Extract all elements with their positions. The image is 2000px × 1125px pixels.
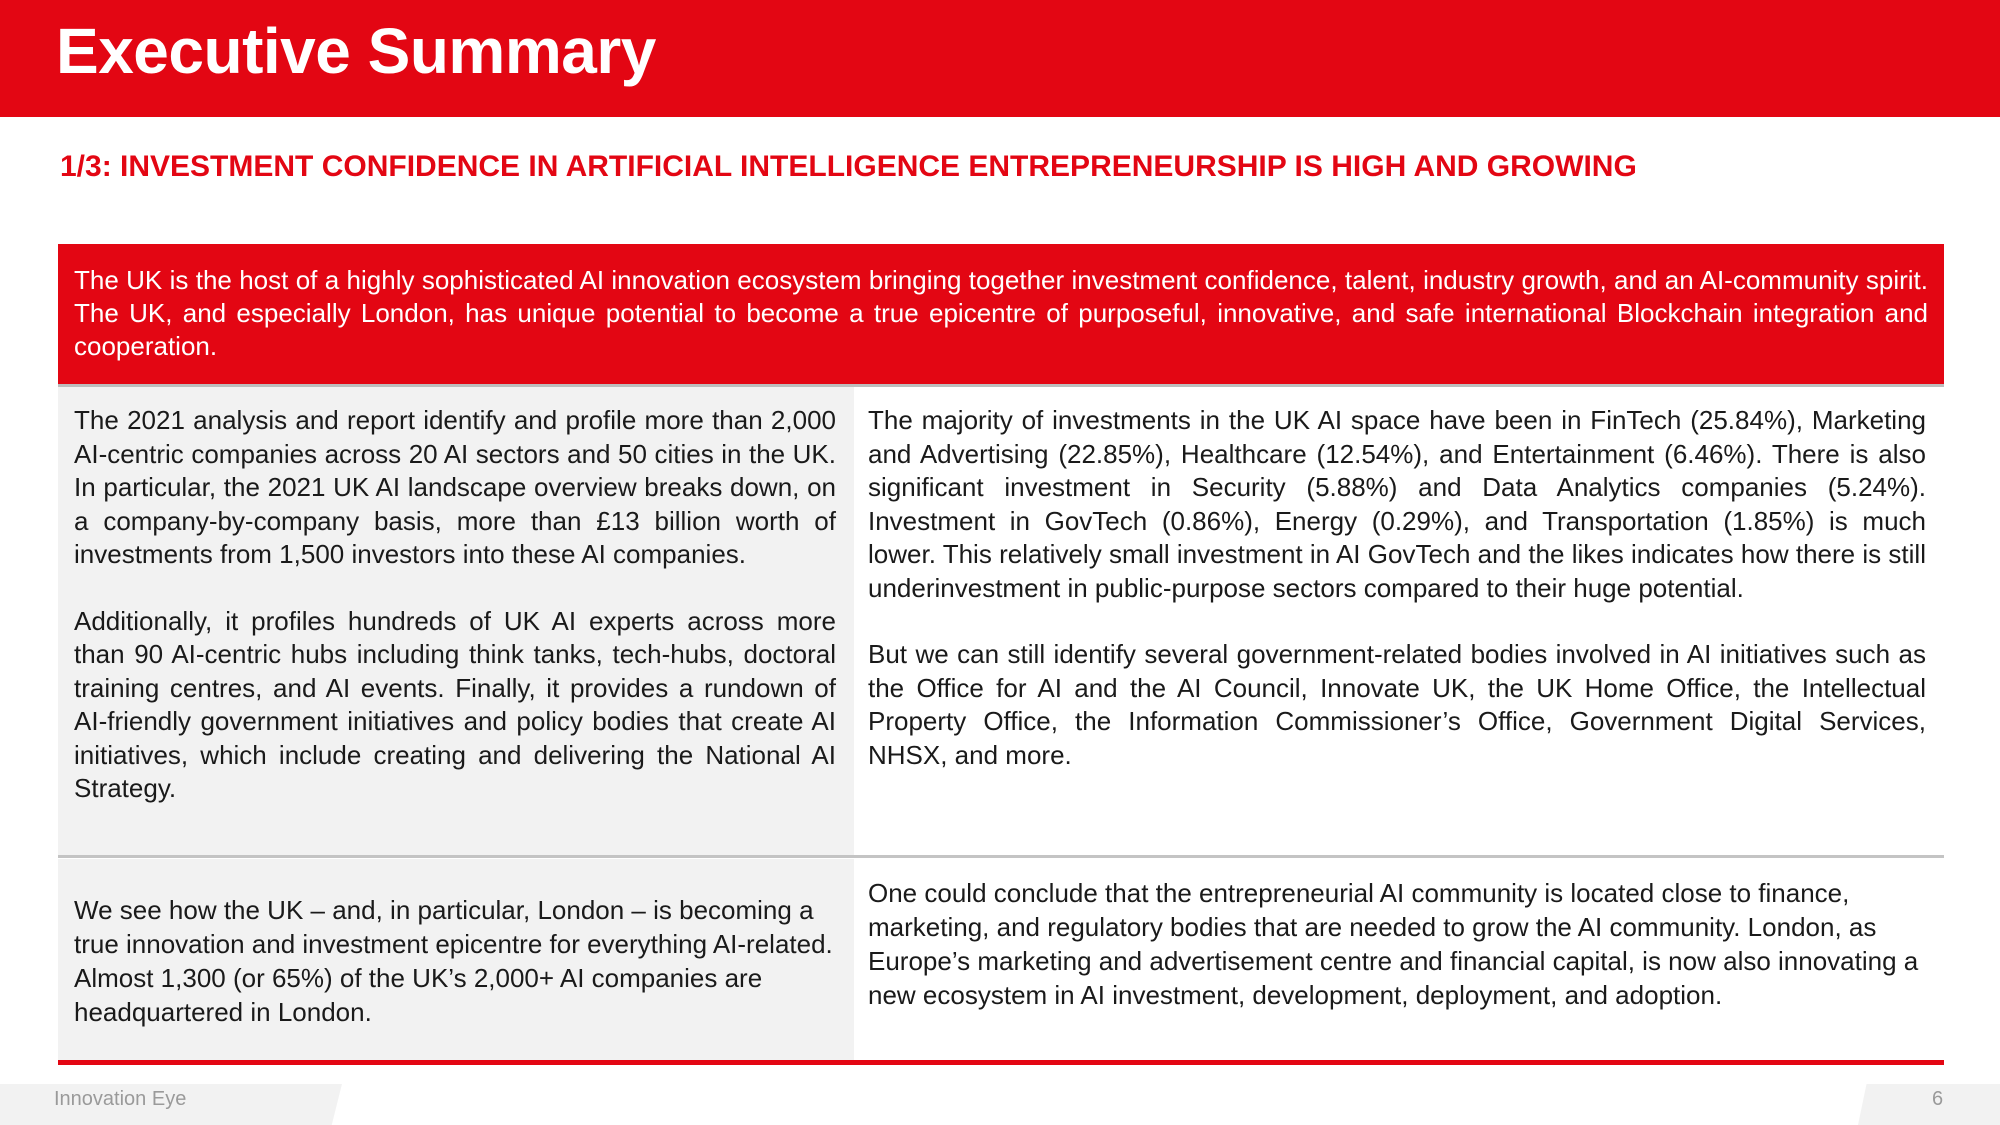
page-number: 6 bbox=[1932, 1088, 1944, 1110]
section-subtitle: 1/3: INVESTMENT CONFIDENCE IN ARTIFICIAL INTELLIGENCE ENTREPRENEURSHIP IS HIGH AND GROWING bbox=[60, 150, 1637, 183]
left-top-paragraph-1: The 2021 analysis and report identify and profile more than 2,000 AI-centric companies across 20 AI sectors and 50 cities in the UK. In particular, the 2021 UK AI landscape overview breaks down, on a company-by-company basis, more than £13 billion worth of investments from 1,500 investors into these AI companies. bbox=[74, 405, 836, 569]
intro-box bbox=[58, 244, 1944, 384]
footer-right-tab bbox=[1858, 1084, 2000, 1125]
page-title: Executive Summary bbox=[56, 15, 656, 87]
right-top-panel bbox=[868, 404, 1926, 772]
footer-brand: Innovation Eye bbox=[54, 1088, 187, 1110]
intro-text: The UK is the host of a highly sophisticated AI innovation ecosystem bringing together investment confidence, talent, industry growth, and an AI-community spirit. The UK, and especially London, has unique potential to become a true epicentre of purposeful, innovative, and safe international Blockchain integration and cooperation. bbox=[74, 265, 1928, 361]
right-bottom-panel bbox=[868, 876, 1926, 1012]
row-divider bbox=[58, 855, 1944, 858]
left-bottom-panel bbox=[74, 893, 836, 1029]
right-bottom-paragraph: One could conclude that the entrepreneurial AI community is located close to finance, marketing, and regulatory bodies that are needed to grow the AI community. London, as Europe’s marketing and advertisement centre and financial capital, is now also innovating a new ecosystem in AI investment, development, deployment, and adoption. bbox=[868, 878, 1919, 1010]
left-top-panel bbox=[74, 404, 836, 806]
right-top-paragraph-1: The majority of investments in the UK AI space have been in FinTech (25.84%), Marketing and Advertising (22.85%), Healthcare (12.54%), and Entertainment (6.46%). There is also significant investment in Security (5.88%) and Data Analytics companies (5.24%). Investment in GovTech (0.86%), Energy (0.29%), and Transportation (1.85%) is much lower. This relatively small investment in AI GovTech and the likes indicates how there is still underinvestment in public-purpose sectors compared to their huge potential. bbox=[868, 405, 1926, 603]
right-top-paragraph-2: But we can still identify several government-related bodies involved in AI initiatives such as the Office for AI and the AI Council, Innovate UK, the UK Home Office, the Intellectual Property Office, the Information Commissioner’s Office, Government Digital Services, NHSX, and more. bbox=[868, 639, 1926, 770]
left-bottom-paragraph: We see how the UK – and, in particular, London – is becoming a true innovation and investment epicentre for everything AI-related. Almost 1,300 (or 65%) of the UK’s 2,000+ AI companies are headquartered in London. bbox=[74, 895, 833, 1027]
left-top-paragraph-2: Additionally, it profiles hundreds of UK AI experts across more than 90 AI-centric hubs including think tanks, tech-hubs, doctoral training centres, and AI events. Finally, it provides a rundown of AI-friendly government initiatives and policy bodies that create AI initiatives, which include creating and delivering the National AI Strategy. bbox=[74, 605, 836, 803]
bottom-red-rule bbox=[58, 1060, 1944, 1065]
